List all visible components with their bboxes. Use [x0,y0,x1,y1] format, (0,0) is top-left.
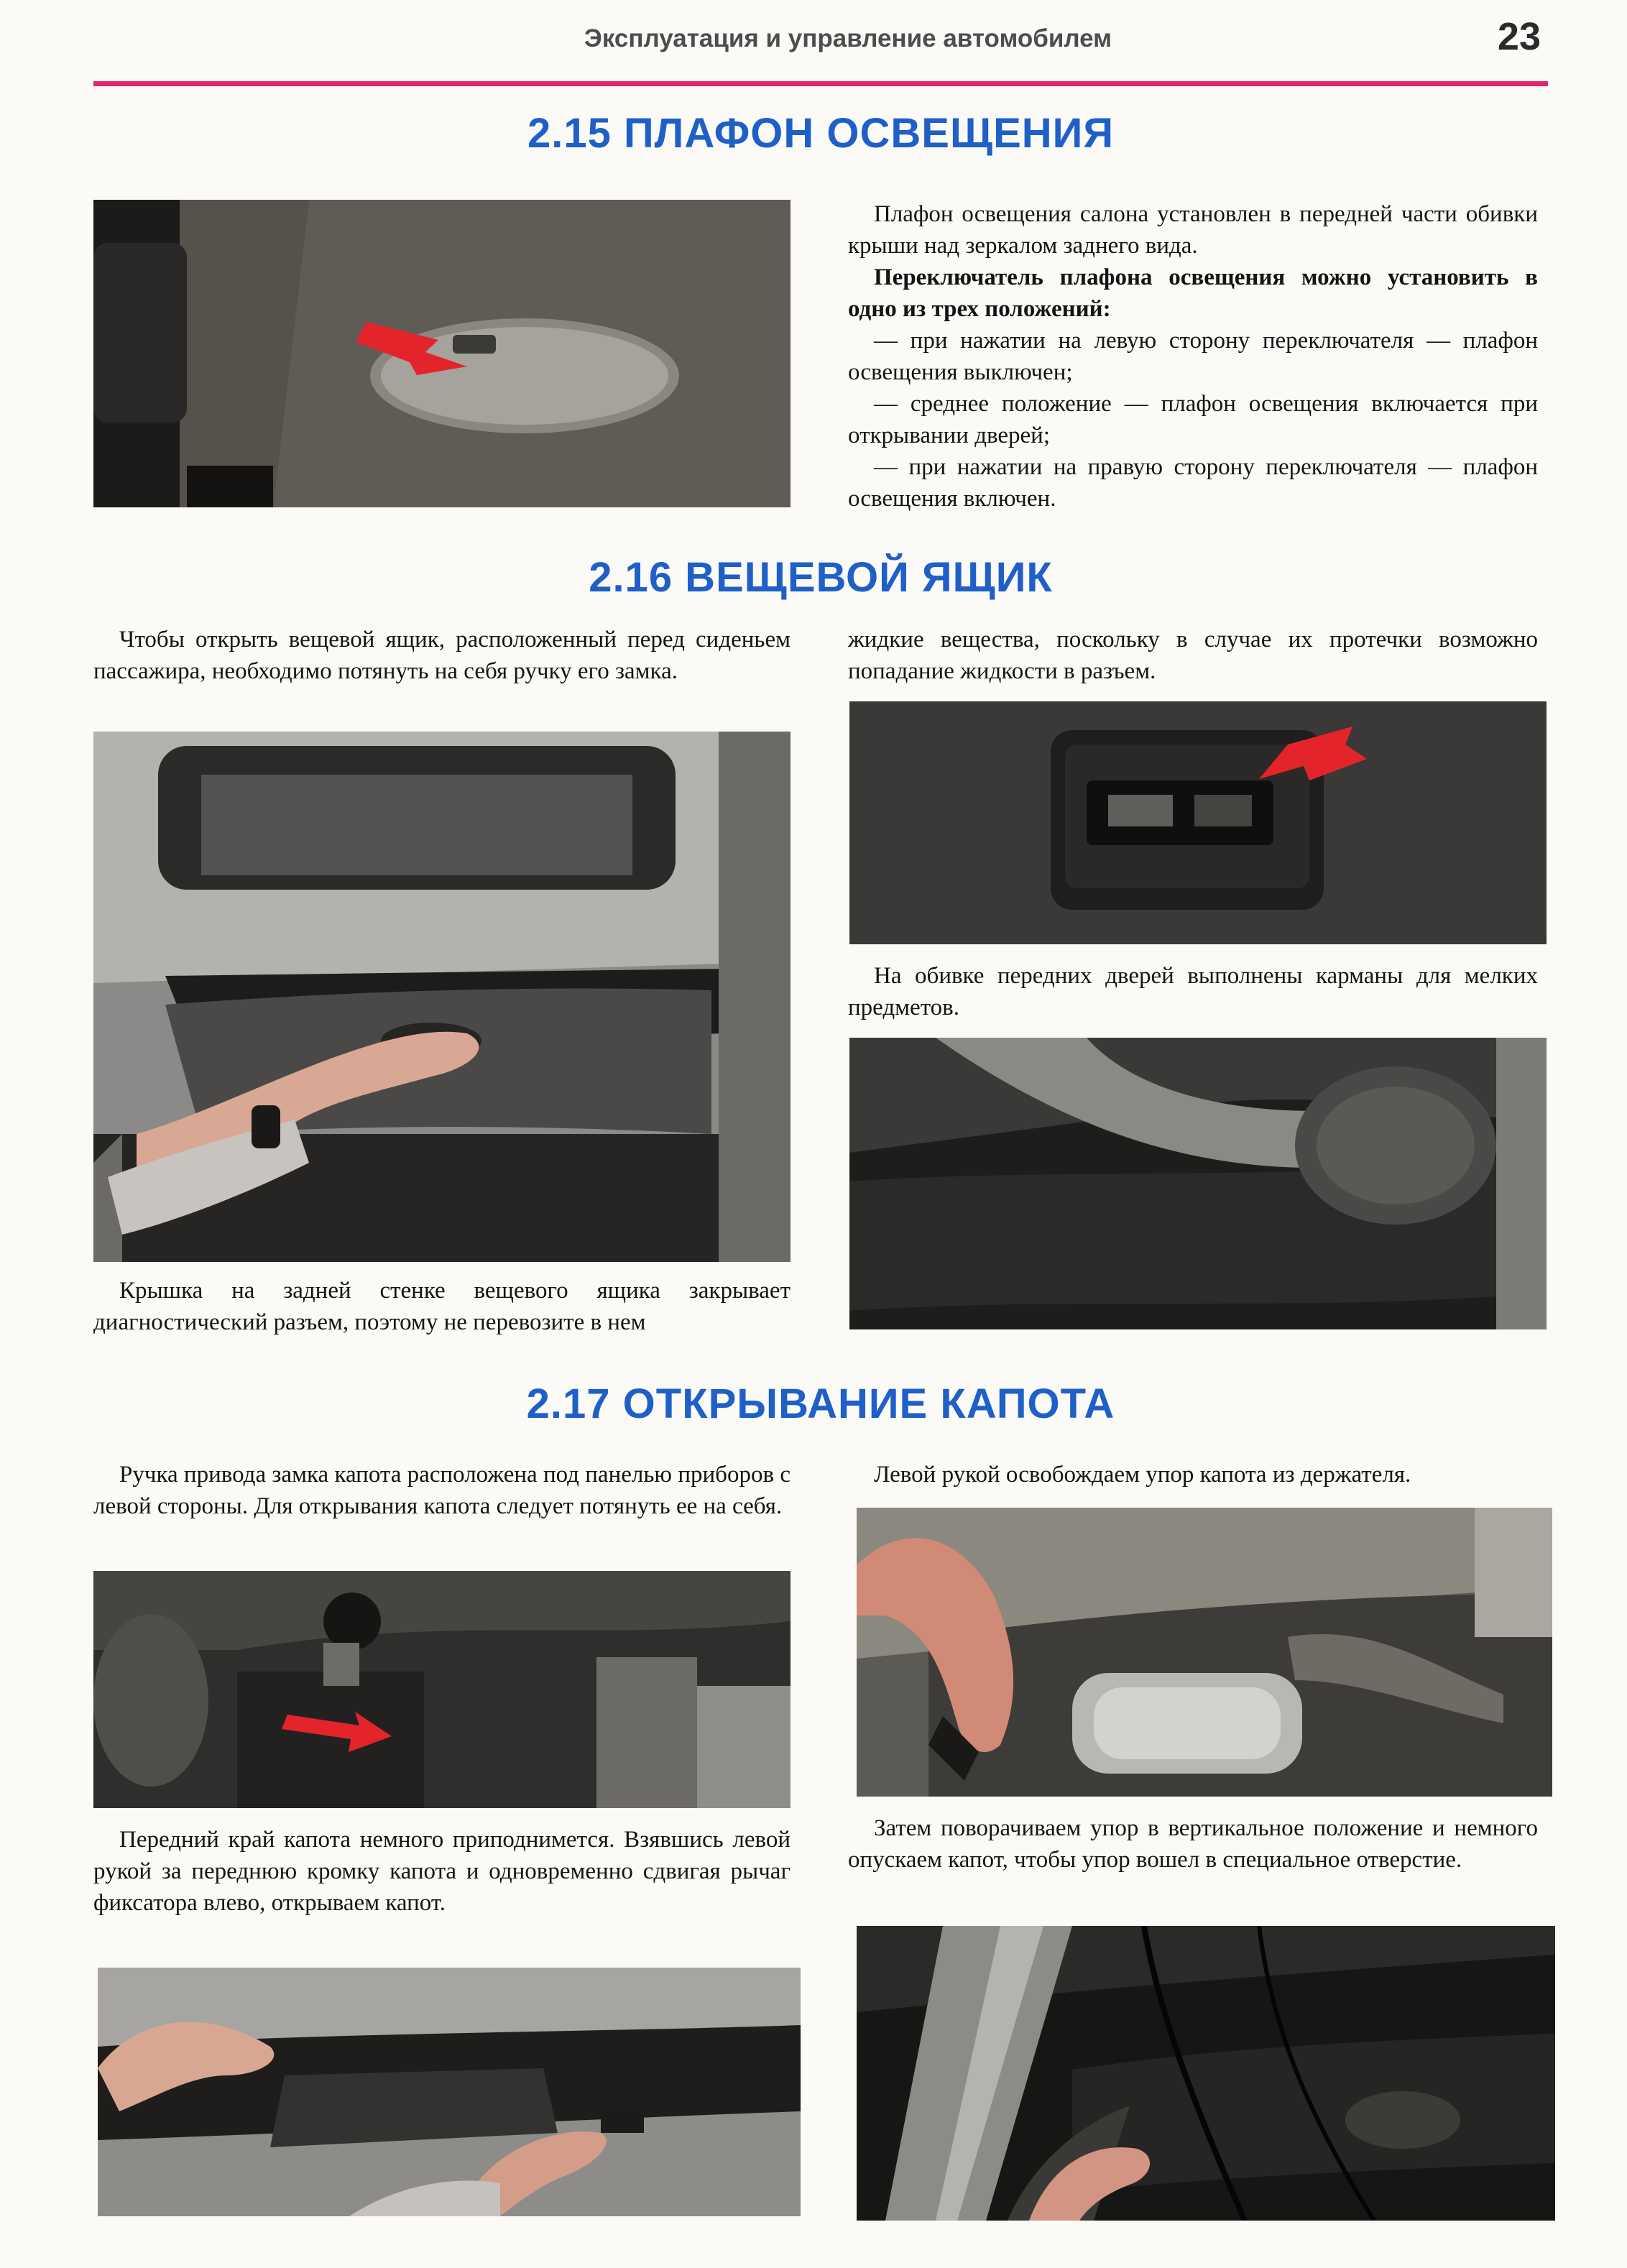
section-title-2-17: 2.17 ОТКРЫВАНИЕ КАПОТА [526,1380,1115,1427]
paragraph-2-17-1: Ручка привода замка капота расположена под панелью приборов с левой стороны. Для открывания капота следует потянуть ее на себя. [93,1462,791,1519]
photo-hood-release-handle [93,1571,791,1808]
paragraph-2-17-3: Левой рукой освобождаем упор капота из держателя. [874,1462,1411,1488]
photo-hood-latch-lever [98,1968,801,2216]
paragraph-2-16-3: На обивке передних дверей выполнены карманы для мелких предметов. [848,963,1538,1020]
paragraph-2-15-5: — при нажатии на правую сторону переключателя — плафон освещения включен. [848,454,1538,512]
paragraph-2-16-2-end: жидкие вещества, поскольку в случае их протечки возможно попадание жидкости в разъем. [848,627,1538,684]
header-rule [93,81,1548,86]
paragraph-2-16-1: Чтобы открыть вещевой ящик, расположенный перед сиденьем пассажира, необходимо потянуть на себя ручку его замка. [93,627,791,684]
running-header: Эксплуатация и управление автомобилем [584,24,1112,52]
photo-door-pocket [849,1038,1547,1329]
paragraph-2-17-4: Затем поворачиваем упор в вертикальное положение и немного опускаем капот, чтобы упор вошел в специальное отверстие. [848,1815,1538,1873]
photo-ceiling-lamp [93,200,791,507]
photo-hood-prop-release [857,1508,1552,1797]
section-title-2-16: 2.16 ВЕЩЕВОЙ ЯЩИК [589,554,1053,601]
paragraph-2-15-4: — среднее положение — плафон освещения включается при открывании дверей; [848,391,1538,448]
paragraph-2-15-3: — при нажатии на левую сторону переключателя — плафон освещения выключен; [848,328,1538,385]
paragraph-2-16-2-start: Крышка на задней стенке вещевого ящика закрывает диагностический разъем, поэтому не перевозите в нем [93,1278,791,1335]
paragraph-2-15-2 [848,262,1538,325]
paragraph-2-17-2: Передний край капота немного приподнимется. Взявшись левой рукой за переднюю кромку капота и одновременно сдвигая рычаг фиксатора влево, открываем капот. [93,1827,791,1916]
page-number: 23 [1497,15,1541,58]
photo-diagnostic-cover [849,701,1547,944]
photo-hood-prop-vertical [857,1926,1555,2221]
paragraph-2-15-1: Плафон освещения салона установлен в передней части обивки крыши над зеркалом заднего вида. [848,201,1538,259]
bold-lead-in: Переключатель плафона освещения можно установить в одно из трех положений: [848,264,1538,322]
photo-glovebox [93,732,791,1262]
section-title-2-15: 2.15 ПЛАФОН ОСВЕЩЕНИЯ [527,110,1115,157]
